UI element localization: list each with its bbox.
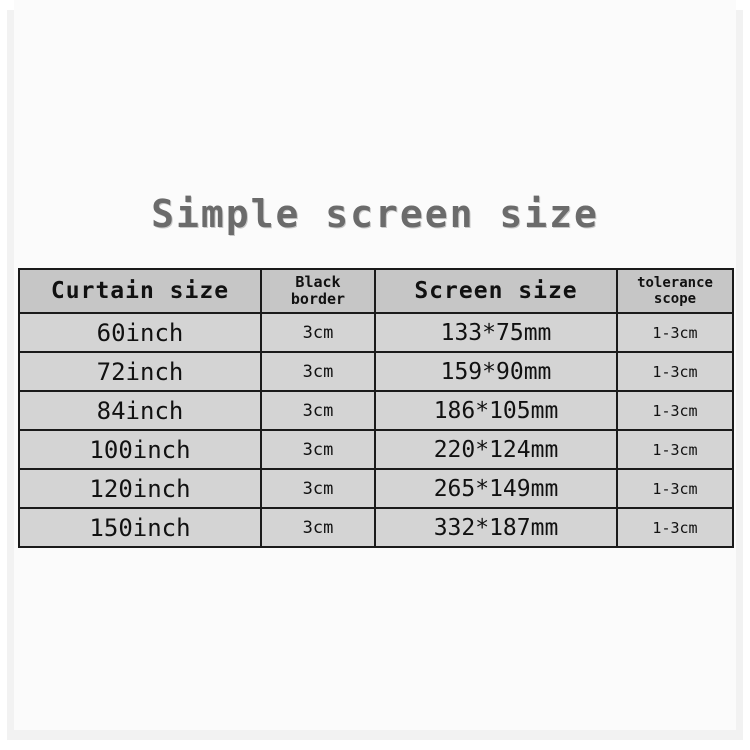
column-header-screen-size-label: Screen size	[414, 278, 578, 304]
column-header-tolerance-line2: scope	[653, 291, 697, 307]
cell-curtain-size: 84inch	[19, 391, 261, 430]
screen-size-table	[18, 268, 734, 548]
page-title: Simple screen size	[151, 192, 599, 236]
cell-screen-size: 186*105mm	[375, 391, 617, 430]
cell-black-border: 3cm	[261, 430, 375, 469]
cell-tolerance-scope: 1-3cm	[617, 313, 733, 352]
cell-tolerance-scope: 1-3cm	[617, 469, 733, 508]
column-header-black-border-line1: Black	[295, 273, 341, 291]
cell-screen-size: 133*75mm	[375, 313, 617, 352]
table-body	[19, 313, 733, 547]
table-row	[19, 313, 733, 352]
cell-screen-size: 265*149mm	[375, 469, 617, 508]
cell-screen-size: 332*187mm	[375, 508, 617, 547]
cell-black-border: 3cm	[261, 352, 375, 391]
table-header-row	[19, 269, 733, 313]
cell-black-border: 3cm	[261, 313, 375, 352]
cell-tolerance-scope: 1-3cm	[617, 352, 733, 391]
column-header-tolerance-line1: tolerance	[637, 275, 713, 291]
table-row	[19, 391, 733, 430]
column-header-tolerance-scope	[617, 269, 733, 313]
table-row	[19, 430, 733, 469]
cell-black-border: 3cm	[261, 391, 375, 430]
column-header-black-border-line2: border	[290, 290, 346, 308]
table-row	[19, 508, 733, 547]
cell-screen-size: 220*124mm	[375, 430, 617, 469]
cell-curtain-size: 100inch	[19, 430, 261, 469]
cell-tolerance-scope: 1-3cm	[617, 508, 733, 547]
cell-black-border: 3cm	[261, 469, 375, 508]
cell-screen-size: 159*90mm	[375, 352, 617, 391]
cell-black-border: 3cm	[261, 508, 375, 547]
table-header	[19, 269, 733, 313]
screen-size-table-container	[18, 268, 732, 548]
cell-curtain-size: 150inch	[19, 508, 261, 547]
cell-curtain-size: 120inch	[19, 469, 261, 508]
table-row	[19, 352, 733, 391]
column-header-curtain-size	[19, 269, 261, 313]
cell-tolerance-scope: 1-3cm	[617, 430, 733, 469]
cell-tolerance-scope: 1-3cm	[617, 391, 733, 430]
cell-curtain-size: 60inch	[19, 313, 261, 352]
column-header-black-border	[261, 269, 375, 313]
column-header-screen-size	[375, 269, 617, 313]
column-header-curtain-size-label: Curtain size	[50, 278, 230, 304]
cell-curtain-size: 72inch	[19, 352, 261, 391]
table-row	[19, 469, 733, 508]
